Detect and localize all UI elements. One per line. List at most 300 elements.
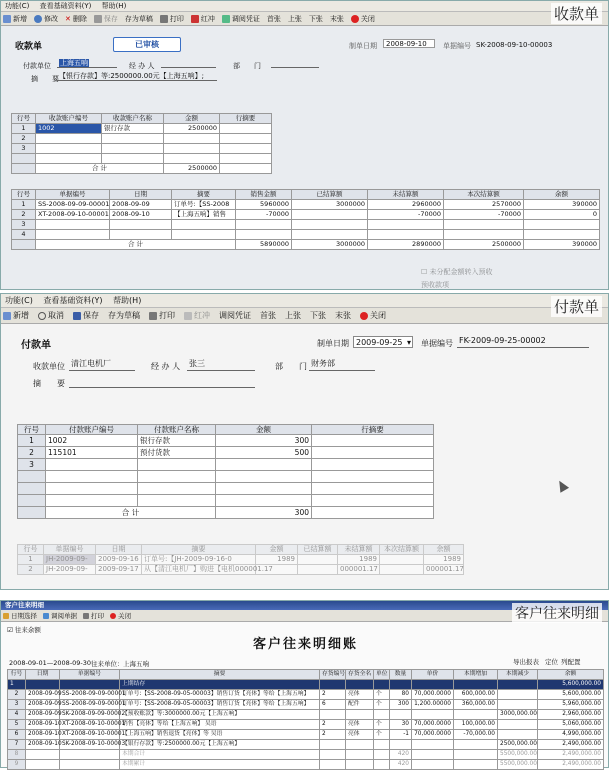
cell[interactable]: 2,490,000.00 bbox=[538, 760, 604, 770]
table-row[interactable] bbox=[12, 230, 600, 240]
row-number bbox=[12, 164, 36, 174]
cell[interactable] bbox=[374, 750, 390, 760]
cell[interactable] bbox=[216, 471, 312, 483]
cell[interactable]: 2 bbox=[320, 690, 346, 700]
cell[interactable] bbox=[368, 220, 444, 230]
cell[interactable]: 本期累计 bbox=[120, 760, 320, 770]
table-row[interactable] bbox=[12, 200, 600, 210]
cell[interactable]: SK-2008-09-09-00002 bbox=[60, 710, 120, 720]
cell[interactable] bbox=[216, 495, 312, 507]
first-button[interactable]: 首张 bbox=[266, 14, 281, 23]
cell[interactable]: 80 bbox=[390, 690, 412, 700]
cell[interactable]: 2008-09-09 bbox=[110, 200, 172, 210]
cell[interactable]: 300 bbox=[390, 700, 412, 710]
cell[interactable]: 1989 bbox=[424, 555, 464, 565]
cell[interactable] bbox=[102, 144, 164, 154]
cell[interactable]: 6 bbox=[320, 700, 346, 710]
cell[interactable] bbox=[60, 760, 120, 770]
new-button[interactable]: 新增 bbox=[3, 12, 27, 25]
handler-field[interactable] bbox=[161, 59, 216, 68]
cell[interactable]: -1 bbox=[390, 730, 412, 740]
prepaid-option-checkbox[interactable]: ☐ 未分配金额转入预收 bbox=[421, 268, 493, 276]
cell[interactable]: 70,000.0000 bbox=[412, 720, 454, 730]
cell[interactable]: 订单号:【SS-2008 bbox=[172, 200, 236, 210]
cell[interactable] bbox=[412, 710, 454, 720]
cell[interactable] bbox=[412, 740, 454, 750]
cell[interactable] bbox=[390, 710, 412, 720]
cell[interactable] bbox=[346, 710, 374, 720]
cell[interactable] bbox=[498, 690, 538, 700]
save-button[interactable]: 保存 bbox=[73, 308, 99, 323]
cell[interactable]: XT-2008-09-10-00001 bbox=[60, 720, 120, 730]
cell[interactable] bbox=[320, 680, 346, 690]
cell[interactable] bbox=[26, 750, 60, 760]
save-draft-button[interactable]: 存为草稿 bbox=[108, 310, 140, 320]
payee-field[interactable]: 清江电机厂 bbox=[69, 359, 135, 371]
cell[interactable]: SK-2008-09-10-00003 bbox=[60, 740, 120, 750]
cell[interactable]: 个 bbox=[374, 720, 390, 730]
save-draft-button[interactable]: 存为草稿 bbox=[124, 14, 153, 23]
cell[interactable] bbox=[164, 154, 220, 164]
cell[interactable] bbox=[368, 230, 444, 240]
cell[interactable] bbox=[312, 483, 434, 495]
table-row[interactable] bbox=[12, 124, 272, 134]
cell[interactable] bbox=[320, 710, 346, 720]
print-button[interactable]: 打印 bbox=[83, 610, 104, 621]
cell[interactable]: 5500,000.00 bbox=[498, 760, 538, 770]
col-header: 行号 bbox=[12, 190, 36, 200]
table-row[interactable] bbox=[8, 700, 604, 710]
cell[interactable]: 3000000 bbox=[292, 200, 368, 210]
total-cell: 2890000 bbox=[368, 240, 444, 250]
summary-field[interactable]: 【银行存款】等:2500000.00元【上海五响】; bbox=[57, 72, 217, 81]
payer-field[interactable]: 上海五响 bbox=[57, 59, 117, 68]
cell[interactable]: 600,000.00 bbox=[454, 690, 498, 700]
cell[interactable]: 订单号:【SS-2008-09-05-00003】销售订货【亮体】等给【上海五响】 bbox=[120, 700, 320, 710]
cell[interactable]: SS-2008-09-09-00001 bbox=[60, 690, 120, 700]
locate-link[interactable]: 定位 bbox=[545, 658, 558, 666]
cell[interactable] bbox=[374, 710, 390, 720]
cell[interactable]: 390000 bbox=[524, 200, 600, 210]
cell[interactable] bbox=[390, 740, 412, 750]
cell[interactable] bbox=[60, 750, 120, 760]
cell[interactable]: 订单号:【SS-2008-09-05-00003】销售订货【亮体】等给【上海五响】 bbox=[120, 690, 320, 700]
export-report-link[interactable]: 导出报表 bbox=[513, 658, 539, 666]
cell[interactable] bbox=[102, 154, 164, 164]
cell[interactable]: JH-2009-09- bbox=[44, 555, 96, 565]
cell[interactable] bbox=[380, 555, 424, 565]
row-number: 3 bbox=[12, 220, 36, 230]
col-header: 金额 bbox=[256, 545, 298, 555]
view-voucher-button[interactable]: 调阅凭证 bbox=[222, 12, 260, 25]
cell[interactable]: 2008-09-09 bbox=[26, 710, 60, 720]
next-button[interactable]: 下张 bbox=[308, 14, 323, 23]
cell[interactable]: 2 bbox=[320, 720, 346, 730]
total-label: 合 计 bbox=[36, 164, 164, 174]
cell[interactable] bbox=[454, 750, 498, 760]
cell[interactable] bbox=[320, 750, 346, 760]
col-header: 付款账户名称 bbox=[138, 425, 216, 435]
cell[interactable]: 2008-09-09 bbox=[26, 700, 60, 710]
cell[interactable]: 销售【亮体】等给【上海五响】 吴语 bbox=[120, 720, 320, 730]
new-button[interactable]: 新增 bbox=[3, 308, 29, 323]
cell[interactable] bbox=[380, 565, 424, 575]
cell[interactable] bbox=[444, 220, 524, 230]
cell[interactable]: SS-2008-09-09-00001 bbox=[60, 700, 120, 710]
cell[interactable]: 银行存款 bbox=[102, 124, 164, 134]
cell[interactable] bbox=[524, 230, 600, 240]
column-config-link[interactable]: 列配置 bbox=[561, 658, 581, 666]
cell[interactable]: 300 bbox=[216, 435, 312, 447]
voucher-icon bbox=[222, 15, 230, 23]
cell[interactable] bbox=[36, 220, 110, 230]
table-row[interactable] bbox=[8, 690, 604, 700]
cell[interactable]: 5,600,000.00 bbox=[538, 680, 604, 690]
delete-button[interactable]: ✕ 删除 bbox=[65, 12, 87, 25]
table-row[interactable] bbox=[18, 459, 434, 471]
date-field[interactable]: 2008-09-10 bbox=[383, 39, 435, 48]
cell[interactable] bbox=[236, 220, 292, 230]
cell[interactable] bbox=[444, 230, 524, 240]
handler-field[interactable]: 张三 bbox=[187, 359, 255, 371]
cell[interactable] bbox=[220, 124, 272, 134]
cell[interactable] bbox=[412, 680, 454, 690]
cell[interactable] bbox=[412, 760, 454, 770]
date-field[interactable]: 2009-09-25 ▾ bbox=[353, 336, 413, 348]
cell[interactable]: 360,000.00 bbox=[454, 700, 498, 710]
cell[interactable] bbox=[26, 760, 60, 770]
cell[interactable]: 2008-09-10 bbox=[26, 740, 60, 750]
print-button[interactable]: 打印 bbox=[160, 12, 184, 25]
cell[interactable]: 2 bbox=[320, 730, 346, 740]
table-row[interactable] bbox=[12, 134, 272, 144]
total-amount: 2500000 bbox=[164, 164, 220, 174]
cell[interactable]: 0 bbox=[524, 210, 600, 220]
receipt-account-table bbox=[11, 113, 272, 174]
cell[interactable]: 订单号:【JH-2009-09-16-0 bbox=[142, 555, 256, 565]
cell[interactable]: 2009-09-17 bbox=[96, 565, 142, 575]
cell[interactable]: 【预收账款】等:3000000.00元【上海五响】 bbox=[120, 710, 320, 720]
cell[interactable]: 70,000.0000 bbox=[412, 690, 454, 700]
close-button[interactable]: 关闭 bbox=[110, 610, 131, 621]
cancel-button[interactable]: 取消 bbox=[38, 308, 64, 323]
table-row[interactable] bbox=[8, 750, 604, 760]
cell[interactable] bbox=[524, 220, 600, 230]
total-cell: 390000 bbox=[524, 240, 600, 250]
col-header: 单据编号 bbox=[36, 190, 110, 200]
cell[interactable] bbox=[102, 134, 164, 144]
cell[interactable] bbox=[236, 230, 292, 240]
cell[interactable]: 配件 bbox=[346, 700, 374, 710]
cell[interactable] bbox=[138, 495, 216, 507]
red-reverse-button[interactable]: 红冲 bbox=[191, 12, 215, 25]
cell[interactable] bbox=[46, 483, 138, 495]
menu-help[interactable]: 帮助(H) bbox=[101, 2, 127, 10]
cell[interactable]: 70,000.0000 bbox=[412, 730, 454, 740]
cell[interactable]: 本期合计 bbox=[120, 750, 320, 760]
cell[interactable] bbox=[320, 760, 346, 770]
table-row[interactable] bbox=[18, 471, 434, 483]
cell[interactable]: -70,000.00 bbox=[454, 730, 498, 740]
cell[interactable]: 1,200.00000 bbox=[412, 700, 454, 710]
close-icon bbox=[360, 312, 368, 320]
cell[interactable] bbox=[412, 750, 454, 760]
calendar-icon bbox=[3, 613, 9, 619]
cell[interactable]: 5,060,000.00 bbox=[538, 720, 604, 730]
cell[interactable] bbox=[346, 740, 374, 750]
cell[interactable] bbox=[46, 459, 138, 471]
cell[interactable] bbox=[138, 471, 216, 483]
cell[interactable]: 30 bbox=[390, 720, 412, 730]
menu-view-basic[interactable]: 查看基础资料(Y) bbox=[39, 2, 92, 10]
col-header: 本期增加 bbox=[454, 670, 498, 680]
cell[interactable]: 【上海五响】销售 bbox=[172, 210, 236, 220]
dept-field[interactable] bbox=[271, 59, 319, 68]
edit-button[interactable]: 修改 bbox=[34, 12, 58, 25]
cell[interactable] bbox=[26, 680, 60, 690]
cell[interactable]: 2570000 bbox=[444, 200, 524, 210]
table-row[interactable] bbox=[12, 144, 272, 154]
cell[interactable] bbox=[138, 483, 216, 495]
cell[interactable]: 5500,000.00 bbox=[498, 750, 538, 760]
cell[interactable] bbox=[110, 230, 172, 240]
cell[interactable] bbox=[320, 740, 346, 750]
cell[interactable]: JH-2009-09- bbox=[44, 565, 96, 575]
prev-button[interactable]: 上张 bbox=[287, 14, 302, 23]
menu-view-basic[interactable]: 查看基础资料(Y) bbox=[43, 296, 103, 305]
cell[interactable] bbox=[346, 680, 374, 690]
row-number: 3 bbox=[12, 144, 36, 154]
table-row[interactable] bbox=[8, 680, 604, 690]
close-button[interactable]: 关闭 bbox=[351, 12, 375, 25]
cell[interactable]: 500 bbox=[216, 447, 312, 459]
cell[interactable]: 100,000.00 bbox=[454, 720, 498, 730]
cell[interactable] bbox=[220, 134, 272, 144]
cell[interactable]: 2008-09-10 bbox=[26, 730, 60, 740]
cell[interactable] bbox=[312, 459, 434, 471]
date-select-button[interactable]: 日期选择 bbox=[3, 610, 37, 621]
cell[interactable]: 2500000 bbox=[164, 124, 220, 134]
view-voucher-button[interactable]: 调阅凭证 bbox=[219, 310, 251, 320]
cell[interactable] bbox=[36, 134, 102, 144]
cell[interactable] bbox=[312, 435, 434, 447]
cell[interactable] bbox=[172, 220, 236, 230]
cell[interactable]: 亮体 bbox=[346, 720, 374, 730]
prev-button[interactable]: 上张 bbox=[285, 310, 301, 320]
total-row bbox=[18, 507, 434, 519]
cell[interactable] bbox=[60, 680, 120, 690]
cell[interactable] bbox=[374, 760, 390, 770]
cell[interactable] bbox=[292, 220, 368, 230]
cell[interactable] bbox=[498, 720, 538, 730]
cell[interactable] bbox=[498, 730, 538, 740]
cell[interactable]: 2,490,000.00 bbox=[538, 740, 604, 750]
balance-checkbox[interactable]: ☑ 往来余额 bbox=[7, 626, 41, 634]
close-icon bbox=[351, 15, 359, 23]
cell[interactable]: -70000 bbox=[236, 210, 292, 220]
table-row[interactable] bbox=[18, 565, 464, 575]
cell[interactable]: 000001.17 bbox=[338, 565, 380, 575]
cell[interactable] bbox=[292, 230, 368, 240]
cell[interactable]: 1989 bbox=[338, 555, 380, 565]
table-row[interactable] bbox=[8, 720, 604, 730]
col-header: 单据编号 bbox=[44, 545, 96, 555]
print-button[interactable]: 打印 bbox=[149, 308, 175, 323]
cell[interactable]: 银行存款 bbox=[138, 435, 216, 447]
cell[interactable] bbox=[298, 565, 338, 575]
bill-no-label: 单据编号 bbox=[443, 42, 471, 50]
table-row[interactable] bbox=[18, 495, 434, 507]
cell[interactable]: 420 bbox=[390, 760, 412, 770]
cell[interactable] bbox=[292, 210, 368, 220]
bill-settlement-table bbox=[17, 544, 464, 575]
total-cell: 5890000 bbox=[236, 240, 292, 250]
dept-label: 部 门 bbox=[233, 62, 261, 70]
last-button[interactable]: 末张 bbox=[335, 310, 351, 320]
red-reverse-icon bbox=[191, 15, 199, 23]
cell[interactable]: 1989 bbox=[256, 555, 298, 565]
cell[interactable] bbox=[346, 750, 374, 760]
cell[interactable]: -70000 bbox=[444, 210, 524, 220]
print-icon bbox=[149, 312, 157, 320]
table-row[interactable] bbox=[18, 555, 464, 565]
cell[interactable] bbox=[46, 471, 138, 483]
cell[interactable] bbox=[138, 459, 216, 471]
cell[interactable] bbox=[110, 220, 172, 230]
row-number bbox=[12, 154, 36, 164]
cell[interactable] bbox=[46, 495, 138, 507]
menu-function[interactable]: 功能(C) bbox=[5, 2, 30, 10]
cell[interactable] bbox=[312, 447, 434, 459]
cell[interactable] bbox=[216, 483, 312, 495]
cell[interactable]: 【银行存款】等:2500000.00元【上海五响】 bbox=[120, 740, 320, 750]
cell[interactable]: 【上海五响】销售退货【亮体】等 吴语 bbox=[120, 730, 320, 740]
cell[interactable] bbox=[172, 230, 236, 240]
cell[interactable]: 亮体 bbox=[346, 730, 374, 740]
cell[interactable]: 1002 bbox=[36, 124, 102, 134]
cell[interactable]: 预付货款 bbox=[138, 447, 216, 459]
cell[interactable] bbox=[454, 740, 498, 750]
cell[interactable]: 2008-09-09 bbox=[26, 690, 60, 700]
red-reverse-button[interactable]: 红冲 bbox=[184, 308, 210, 323]
cell[interactable] bbox=[498, 700, 538, 710]
cell[interactable]: 亮体 bbox=[346, 690, 374, 700]
cell[interactable]: 个 bbox=[374, 730, 390, 740]
cell[interactable]: 2960000 bbox=[368, 200, 444, 210]
menu-help[interactable]: 帮助(H) bbox=[113, 296, 142, 305]
handler-label: 经 办 人 bbox=[151, 362, 181, 371]
bill-no-field[interactable]: FK-2009-09-25-00002 bbox=[457, 336, 589, 348]
cell[interactable] bbox=[220, 154, 272, 164]
table-row[interactable] bbox=[12, 154, 272, 164]
customer-ledger-window bbox=[0, 600, 609, 768]
col-header: 本次结算额 bbox=[444, 190, 524, 200]
cell[interactable]: XT-2008-09-10-00001 bbox=[60, 730, 120, 740]
cell[interactable]: 5,600,000.00 bbox=[538, 690, 604, 700]
table-row[interactable] bbox=[8, 730, 604, 740]
cell[interactable] bbox=[454, 760, 498, 770]
cell[interactable] bbox=[498, 680, 538, 690]
cell[interactable] bbox=[374, 680, 390, 690]
view-bill-button[interactable]: 调阅单据 bbox=[43, 610, 77, 621]
first-button[interactable]: 首张 bbox=[260, 310, 276, 320]
cell[interactable] bbox=[390, 680, 412, 690]
cell[interactable] bbox=[454, 710, 498, 720]
table-row[interactable] bbox=[18, 435, 434, 447]
cell[interactable]: 5960000 bbox=[236, 200, 292, 210]
cell[interactable]: 2008-09-10 bbox=[26, 720, 60, 730]
cell[interactable] bbox=[164, 134, 220, 144]
cell[interactable]: 420 bbox=[390, 750, 412, 760]
row-number: 7 bbox=[8, 740, 26, 750]
cell[interactable]: 2009-09-16 bbox=[96, 555, 142, 565]
cell[interactable] bbox=[36, 144, 102, 154]
cell[interactable]: 115101 bbox=[46, 447, 138, 459]
cell[interactable] bbox=[36, 230, 110, 240]
cell[interactable]: 个 bbox=[374, 700, 390, 710]
summary-label: 摘 要 bbox=[31, 75, 59, 83]
cell[interactable]: 1002 bbox=[46, 435, 138, 447]
last-button[interactable]: 末张 bbox=[329, 14, 344, 23]
cell[interactable] bbox=[454, 680, 498, 690]
close-button[interactable]: 关闭 bbox=[360, 308, 386, 323]
cell[interactable] bbox=[374, 740, 390, 750]
cell[interactable] bbox=[164, 144, 220, 154]
cell[interactable] bbox=[346, 760, 374, 770]
cell[interactable]: 上期结存 bbox=[120, 680, 320, 690]
col-header: 单据编号 bbox=[60, 670, 120, 680]
cell[interactable]: 3000,000.00 bbox=[498, 710, 538, 720]
cell[interactable]: 2,490,000.00 bbox=[538, 750, 604, 760]
cell[interactable] bbox=[298, 555, 338, 565]
table-row[interactable] bbox=[18, 483, 434, 495]
cell[interactable]: 000001.17 bbox=[424, 565, 464, 575]
menu-function[interactable]: 功能(C) bbox=[5, 296, 33, 305]
cell[interactable]: 从【清江电机厂】购进【电机000001.17 bbox=[142, 565, 256, 575]
dept-field[interactable]: 财务部 bbox=[309, 359, 375, 371]
col-header: 未结算额 bbox=[368, 190, 444, 200]
row-number: 4 bbox=[12, 230, 36, 240]
cell[interactable] bbox=[312, 495, 434, 507]
cell[interactable]: 4,990,000.00 bbox=[538, 730, 604, 740]
save-button[interactable]: 保存 bbox=[94, 12, 118, 25]
col-header: 数量 bbox=[390, 670, 412, 680]
cell[interactable] bbox=[36, 154, 102, 164]
table-row[interactable] bbox=[8, 740, 604, 750]
cell[interactable] bbox=[216, 459, 312, 471]
cell[interactable]: 2008-09-10 bbox=[110, 210, 172, 220]
cell[interactable]: -70000 bbox=[368, 210, 444, 220]
table-row[interactable] bbox=[8, 710, 604, 720]
table-row[interactable] bbox=[12, 210, 600, 220]
cell[interactable]: 2,960,000.00 bbox=[538, 710, 604, 720]
cell bbox=[312, 507, 434, 519]
cell[interactable]: 2500,000.00 bbox=[498, 740, 538, 750]
next-button[interactable]: 下张 bbox=[310, 310, 326, 320]
cell[interactable] bbox=[220, 144, 272, 154]
cell[interactable]: SS-2008-09-09-00001 bbox=[36, 200, 110, 210]
cell[interactable]: 5,960,000.00 bbox=[538, 700, 604, 710]
cell[interactable]: 个 bbox=[374, 690, 390, 700]
cell[interactable]: XT-2008-09-10-00001 bbox=[36, 210, 110, 220]
table-row[interactable] bbox=[8, 760, 604, 770]
table-row[interactable] bbox=[18, 447, 434, 459]
table-row[interactable] bbox=[12, 220, 600, 230]
cell[interactable] bbox=[312, 471, 434, 483]
total-cell: 2500000 bbox=[444, 240, 524, 250]
cell bbox=[220, 164, 272, 174]
summary-field[interactable] bbox=[69, 376, 255, 388]
